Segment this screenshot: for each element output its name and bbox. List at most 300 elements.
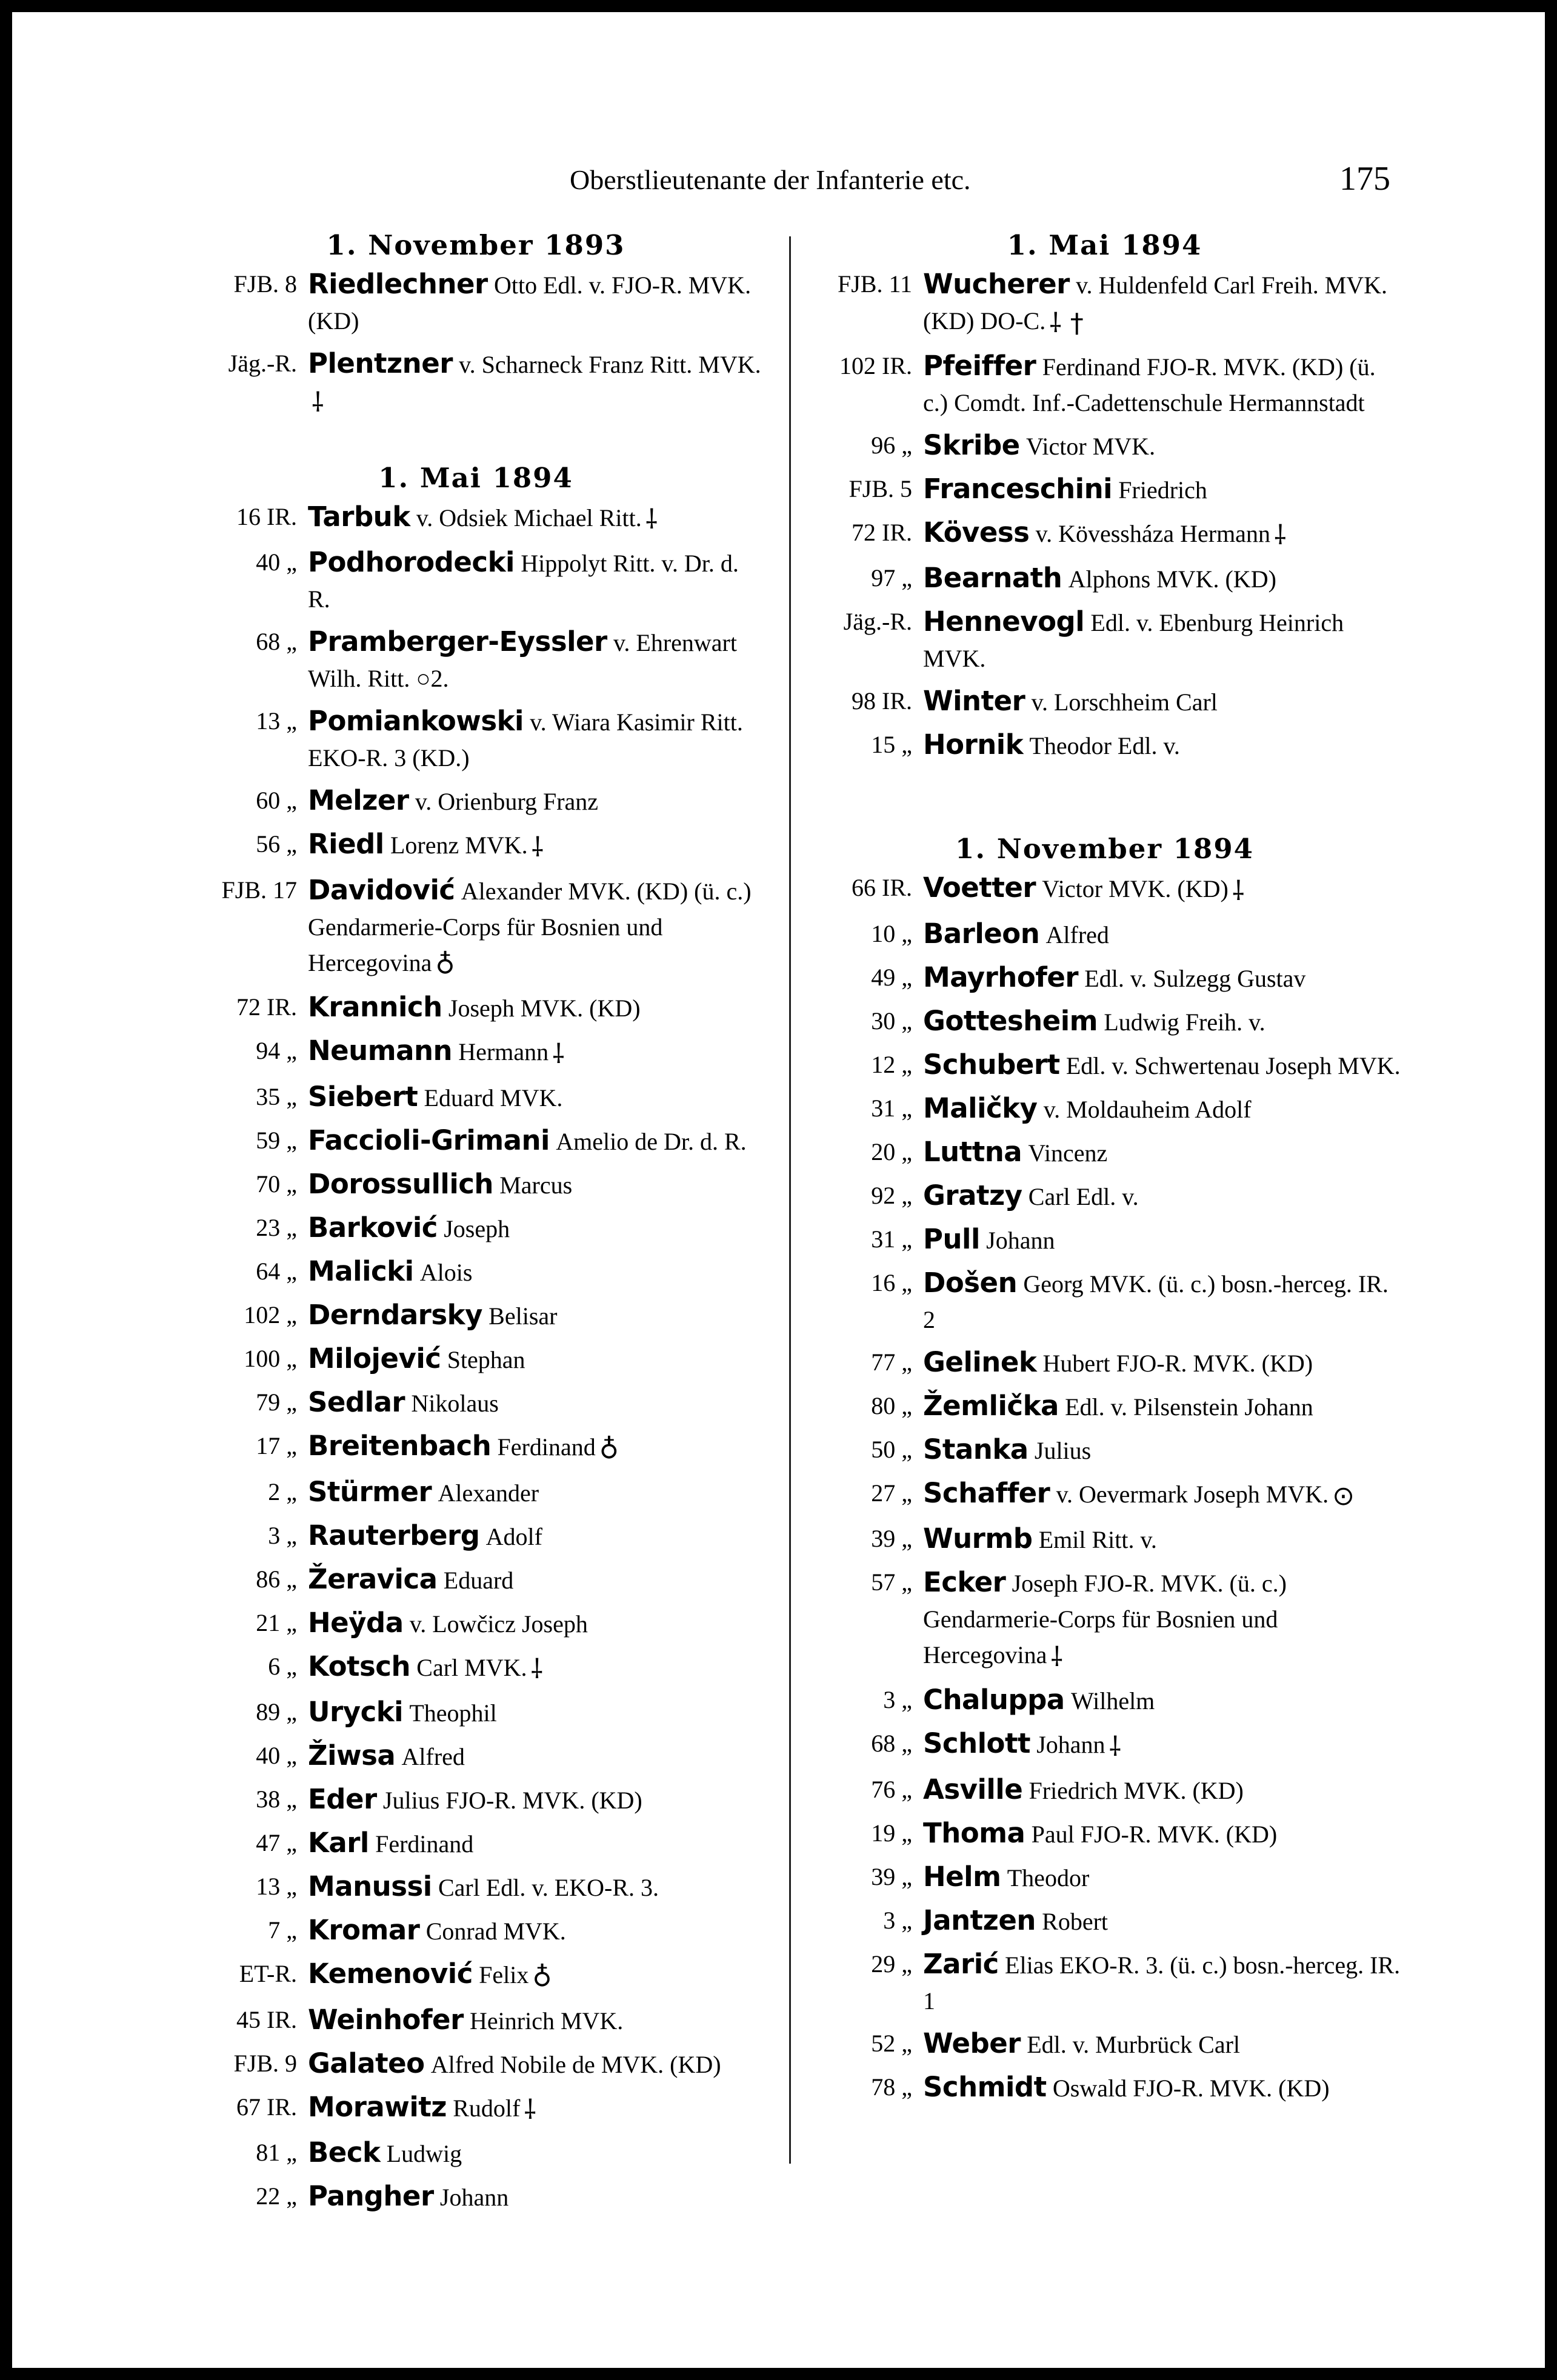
officer-entry xyxy=(803,1816,1406,1852)
officer-surname: Melzer xyxy=(308,784,409,817)
entry-text xyxy=(308,827,764,865)
officer-entry xyxy=(803,2070,1406,2106)
officer-entry xyxy=(188,1079,764,1116)
officer-details: Georg MVK. (ü. c.) bosn.-herceg. IR. 2 xyxy=(923,1270,1389,1333)
bell-cross-icon: ♁ xyxy=(599,1433,619,1465)
entry-text xyxy=(308,1079,764,1116)
officer-surname: Jantzen xyxy=(923,1904,1036,1936)
officer-surname: Breitenbach xyxy=(308,1429,492,1462)
officer-details: Alfred Nobile de MVK. (KD) xyxy=(430,2050,721,2078)
entry-text xyxy=(308,1298,764,1334)
entry-text xyxy=(923,515,1406,554)
officer-entry xyxy=(188,873,764,983)
officer-entry xyxy=(803,348,1406,421)
document-page xyxy=(12,12,1545,2368)
entry-text xyxy=(923,561,1406,597)
regiment-label: 59 „ xyxy=(256,1126,297,1154)
regiment-label: 13 „ xyxy=(256,1873,297,1901)
officer-surname: Žiwsa xyxy=(308,1739,396,1772)
regiment-label: 13 „ xyxy=(256,707,297,735)
officer-surname: Mayrhofer xyxy=(923,961,1079,993)
officer-details: Conrad MVK. xyxy=(425,1918,566,1945)
officer-entry xyxy=(188,990,764,1026)
entry-text xyxy=(308,2090,764,2128)
entry-text xyxy=(308,1123,764,1159)
officer-details: Edl. v. Ebenburg Heinrich MVK. xyxy=(923,609,1344,673)
officer-entry xyxy=(188,1913,764,1949)
entry-text xyxy=(923,428,1406,464)
cross-icon: ⸸ xyxy=(1109,1731,1122,1762)
officer-surname: Winter xyxy=(923,685,1025,718)
officer-surname: Pfeiffer xyxy=(923,349,1036,382)
entry-text xyxy=(923,1388,1406,1425)
entry-text xyxy=(923,1726,1406,1765)
officer-entry xyxy=(803,1682,1406,1719)
regiment-label: FJB. 17 xyxy=(221,876,297,904)
officer-details: Johann xyxy=(986,1226,1055,1254)
regiment-label: 22 „ xyxy=(256,2182,297,2210)
entry-text xyxy=(308,783,764,819)
regiment-label: 3 „ xyxy=(883,1685,912,1713)
entry-text xyxy=(308,1649,764,1688)
officer-surname: Kövess xyxy=(923,516,1030,548)
officer-details: Alfred xyxy=(1045,921,1109,948)
officer-details: Carl Edl. v. xyxy=(1028,1182,1139,1210)
officer-surname: Morawitz xyxy=(308,2090,447,2123)
officer-entry xyxy=(188,1428,764,1467)
entry-text xyxy=(308,1210,764,1247)
officer-entry xyxy=(188,1210,764,1247)
entry-text xyxy=(923,1947,1406,2019)
regiment-label: 40 „ xyxy=(256,548,297,576)
officer-details: Emil Ritt. v. xyxy=(1038,1526,1157,1554)
officer-details: Edl. v. Sulzegg Gustav xyxy=(1084,964,1306,992)
entry-text xyxy=(308,545,764,617)
officer-surname: Gratzy xyxy=(923,1179,1022,1212)
officer-details: Julius xyxy=(1034,1436,1092,1464)
entry-text xyxy=(923,727,1406,764)
officer-details: Paul FJO-R. MVK. (KD) xyxy=(1031,1820,1278,1848)
officer-entry xyxy=(803,1222,1406,1258)
officer-details: Alphons MVK. (KD) xyxy=(1068,565,1276,593)
entry-text xyxy=(923,1222,1406,1258)
officer-details: Carl MVK. xyxy=(416,1653,527,1681)
officer-details: Eduard xyxy=(443,1566,514,1594)
officer-surname: Barleon xyxy=(923,917,1040,950)
officer-details: Hippolyt Ritt. v. Dr. d. R. xyxy=(308,550,739,613)
officer-surname: Urycki xyxy=(308,1696,404,1728)
regiment-label: 92 „ xyxy=(871,1181,912,1209)
right-column xyxy=(803,225,1406,2113)
officer-surname: Wurmb xyxy=(923,1522,1033,1555)
regiment-label: ET-R. xyxy=(239,1960,297,1988)
officer-surname: Stürmer xyxy=(308,1475,432,1508)
officer-entry xyxy=(803,1047,1406,1084)
entry-text xyxy=(308,2179,764,2215)
officer-surname: Karl xyxy=(308,1827,369,1859)
cross-icon: ⸸ xyxy=(645,504,658,536)
officer-surname: Siebert xyxy=(308,1080,418,1113)
officer-surname: Schmidt xyxy=(923,2070,1047,2103)
officer-entry xyxy=(188,2179,764,2215)
officer-entry xyxy=(188,1649,764,1688)
regiment-label: 57 „ xyxy=(871,1568,912,1596)
cross-icon: ⸸ xyxy=(524,2095,536,2126)
regiment-label: FJB. 11 xyxy=(837,270,912,298)
regiment-label: 29 „ xyxy=(871,1950,912,1978)
officer-entry xyxy=(188,1562,764,1598)
officer-entry xyxy=(188,1825,764,1862)
officer-entry xyxy=(188,1385,764,1421)
section-gap xyxy=(803,771,1406,829)
officer-entry xyxy=(803,2026,1406,2062)
officer-surname: Došen xyxy=(923,1266,1018,1299)
section-heading: 1. November 1893 xyxy=(326,229,625,261)
officer-surname: Skribe xyxy=(923,428,1020,461)
entry-text xyxy=(308,1956,764,1995)
regiment-label: 66 IR. xyxy=(852,874,912,902)
officer-entry xyxy=(188,1738,764,1775)
officer-details: v. Oevermark Joseph MVK. xyxy=(1056,1480,1329,1508)
entry-text xyxy=(923,1047,1406,1084)
officer-surname: Davidović xyxy=(308,873,455,906)
officer-surname: Beck xyxy=(308,2136,381,2169)
officer-details: Stephan xyxy=(447,1345,525,1373)
officer-entry xyxy=(803,1772,1406,1808)
section-heading: 1. Mai 1894 xyxy=(1007,229,1202,261)
officer-entry xyxy=(803,684,1406,720)
regiment-label: 70 „ xyxy=(256,1170,297,1198)
officer-surname: Kemenović xyxy=(308,1958,473,1990)
officer-details: Johann xyxy=(1036,1730,1105,1758)
officer-details: Eduard MVK. xyxy=(424,1084,563,1112)
regiment-label: 50 „ xyxy=(871,1435,912,1463)
officer-surname: Chaluppa xyxy=(923,1683,1065,1716)
entry-text xyxy=(923,1816,1406,1852)
entry-text xyxy=(923,604,1406,676)
section-gap xyxy=(188,428,764,458)
officer-entry xyxy=(803,1004,1406,1040)
officer-details: v. Ehrenwart Wilh. Ritt. ○2. xyxy=(308,629,737,693)
officer-details: Hermann xyxy=(458,1038,549,1066)
entry-text xyxy=(923,1135,1406,1171)
officer-surname: Pomiankowski xyxy=(308,705,524,738)
officer-entry xyxy=(188,827,764,865)
regiment-label: 7 „ xyxy=(268,1916,297,1944)
officer-entry xyxy=(803,1388,1406,1425)
officer-details: Alexander xyxy=(438,1479,539,1507)
regiment-label: 67 IR. xyxy=(236,2093,297,2121)
officer-entry xyxy=(188,624,764,696)
officer-entry xyxy=(188,2135,764,2172)
officer-details: Edl. v. Pilsenstein Johann xyxy=(1065,1393,1313,1421)
regiment-label: 40 „ xyxy=(256,1742,297,1770)
officer-entry xyxy=(188,1254,764,1290)
regiment-label: 15 „ xyxy=(871,731,912,759)
officer-entry xyxy=(188,1123,764,1159)
officer-surname: Franceschini xyxy=(923,472,1113,505)
regiment-label: 64 „ xyxy=(256,1257,297,1285)
regiment-label: 60 „ xyxy=(256,787,297,815)
bell-cross-icon: ♁ xyxy=(532,1961,552,1993)
officer-details: Oswald FJO-R. MVK. (KD) xyxy=(1052,2074,1330,2102)
entry-text xyxy=(308,1341,764,1378)
entry-text xyxy=(923,2026,1406,2062)
entry-text xyxy=(308,346,764,421)
regiment-label: 52 „ xyxy=(871,2029,912,2057)
officer-surname: Eder xyxy=(308,1783,377,1816)
officer-surname: Dorossullich xyxy=(308,1167,493,1200)
officer-details: v. Huldenfeld Carl Freih. MVK. (KD) DO-C. xyxy=(923,272,1388,335)
officer-details: v. Lorschheim Carl xyxy=(1031,688,1218,716)
officer-entry xyxy=(188,1298,764,1334)
entry-text xyxy=(923,1903,1406,1939)
officer-entry xyxy=(188,1341,764,1378)
entry-text xyxy=(923,2070,1406,2106)
officer-details: Marcus xyxy=(499,1171,573,1199)
entry-text xyxy=(923,1859,1406,1896)
officer-details: Nikolaus xyxy=(411,1389,499,1417)
regiment-label: 100 „ xyxy=(244,1344,297,1372)
regiment-label: 102 „ xyxy=(244,1301,297,1328)
officer-surname: Pull xyxy=(923,1222,980,1255)
officer-surname: Kromar xyxy=(308,1914,420,1947)
entry-text xyxy=(308,1033,764,1072)
officer-entry xyxy=(188,1956,764,1995)
regiment-label: 39 „ xyxy=(871,1525,912,1553)
officer-entry xyxy=(803,1726,1406,1765)
cross-icon: ⸸ xyxy=(312,387,324,418)
entry-text xyxy=(923,1178,1406,1215)
regiment-label: 23 „ xyxy=(256,1213,297,1241)
officer-entry xyxy=(803,1521,1406,1558)
officer-surname: Žemlička xyxy=(923,1389,1059,1422)
officer-details: Robert xyxy=(1042,1907,1109,1935)
entry-text xyxy=(308,1869,764,1905)
officer-surname: Galateo xyxy=(308,2047,425,2079)
column-divider xyxy=(789,236,791,2164)
officer-surname: Neumann xyxy=(308,1035,453,1067)
officer-details: Ferdinand xyxy=(375,1830,474,1858)
regiment-label: 76 „ xyxy=(871,1775,912,1803)
officer-entry xyxy=(803,1091,1406,1127)
regiment-label: 2 „ xyxy=(268,1478,297,1505)
officer-details: Theodor Edl. v. xyxy=(1029,732,1180,760)
officer-surname: Schubert xyxy=(923,1048,1060,1081)
entry-text xyxy=(923,1521,1406,1558)
regiment-label: 80 „ xyxy=(871,1392,912,1419)
officer-entry xyxy=(803,1265,1406,1338)
officer-entry xyxy=(803,1565,1406,1675)
officer-entry xyxy=(188,499,764,538)
officer-details: Friedrich MVK. (KD) xyxy=(1029,1776,1244,1804)
officer-details: Julius FJO-R. MVK. (KD) xyxy=(382,1787,642,1815)
officer-entry xyxy=(188,1475,764,1511)
officer-surname: Podhorodecki xyxy=(308,546,515,579)
regiment-label: 79 „ xyxy=(256,1388,297,1416)
officer-entry xyxy=(803,1345,1406,1381)
officer-details: Ferdinand xyxy=(497,1433,596,1461)
regiment-label: 20 „ xyxy=(871,1138,912,1165)
officer-entry xyxy=(188,1033,764,1072)
officer-surname: Helm xyxy=(923,1860,1001,1893)
regiment-label: 16 „ xyxy=(871,1268,912,1296)
officer-entry xyxy=(188,2090,764,2128)
entry-text xyxy=(923,1345,1406,1381)
officer-entry xyxy=(803,267,1406,341)
cross-icon: ⸸ † xyxy=(1049,307,1084,339)
officer-details: v. Kövessháza Hermann xyxy=(1035,519,1270,547)
entry-text xyxy=(308,1518,764,1555)
officer-entry xyxy=(188,1605,764,1642)
officer-details: Edl. v. Schwertenau Joseph MVK. xyxy=(1065,1052,1401,1079)
officer-surname: Zarić xyxy=(923,1947,999,1980)
entry-text xyxy=(308,1695,764,1731)
cross-icon: ⸸ xyxy=(552,1038,565,1070)
officer-surname: Milojević xyxy=(308,1342,441,1375)
regiment-label: 102 IR. xyxy=(839,352,912,379)
regiment-label: 31 „ xyxy=(871,1225,912,1253)
officer-details: Joseph MVK. (KD) xyxy=(448,995,641,1022)
regiment-label: 68 „ xyxy=(256,628,297,656)
entry-text xyxy=(308,2135,764,2172)
officer-details: Alois xyxy=(419,1258,473,1286)
regiment-label: 3 „ xyxy=(883,1906,912,1934)
officer-details: Alexander MVK. (KD) (ü. c.) Gendarmerie-Corps für Bosnien und Hercegovina xyxy=(308,877,752,976)
officer-entry xyxy=(188,2046,764,2082)
officer-surname: Hennevogl xyxy=(923,605,1085,638)
regiment-label: 31 „ xyxy=(871,1094,912,1122)
entry-text xyxy=(923,1091,1406,1127)
entry-text xyxy=(308,267,764,339)
cross-icon: ⸸ xyxy=(1273,520,1287,552)
entry-text xyxy=(923,960,1406,996)
officer-details: v. Wiara Kasimir Ritt. EKO-R. 3 (KD.) xyxy=(308,708,743,772)
officer-details: Johann xyxy=(439,2184,509,2212)
officer-surname: Derndarsky xyxy=(308,1298,482,1331)
regiment-label: 6 „ xyxy=(268,1652,297,1680)
officer-details: Belisar xyxy=(488,1302,558,1330)
entry-text xyxy=(923,1476,1406,1515)
regiment-label: 21 „ xyxy=(256,1608,297,1636)
officer-details: Lorenz MVK. xyxy=(390,832,528,859)
officer-entry xyxy=(803,1178,1406,1215)
officer-details: Ludwig xyxy=(386,2140,462,2168)
regiment-label: 10 „ xyxy=(871,919,912,947)
regiment-label: 49 „ xyxy=(871,963,912,991)
cross-icon: ⸸ xyxy=(1232,875,1245,907)
entry-text xyxy=(923,916,1406,953)
officer-surname: Plentzner xyxy=(308,347,453,379)
running-title: Oberstlieutenante der Infanterie etc. xyxy=(570,164,971,195)
regiment-label: 47 „ xyxy=(256,1829,297,1857)
officer-details: Victor MVK. xyxy=(1025,432,1156,460)
regiment-label: Jäg.-R. xyxy=(843,608,912,636)
officer-details: Ferdinand FJO-R. MVK. (KD) (ü. c.) Comdt. Inf.-Cadettenschule Hermannstadt xyxy=(923,353,1376,416)
officer-details: Amelio de Dr. d. R. xyxy=(556,1127,747,1155)
entry-text xyxy=(308,1167,764,1203)
officer-entry xyxy=(188,1695,764,1731)
entry-text xyxy=(308,1605,764,1642)
regiment-label: 56 „ xyxy=(256,830,297,858)
regiment-label: 68 „ xyxy=(871,1729,912,1757)
officer-surname: Riedl xyxy=(308,828,384,861)
officer-details: Wilhelm xyxy=(1070,1687,1155,1715)
regiment-label: FJB. 9 xyxy=(233,2049,297,2077)
regiment-label: 89 „ xyxy=(256,1698,297,1726)
officer-surname: Bearnath xyxy=(923,562,1062,595)
officer-entry xyxy=(188,783,764,819)
entry-text xyxy=(923,1004,1406,1040)
officer-entry xyxy=(803,1903,1406,1939)
officer-details: v. Moldauheim Adolf xyxy=(1043,1095,1252,1123)
officer-entry xyxy=(803,604,1406,676)
entry-text xyxy=(308,1562,764,1598)
officer-details: Theodor xyxy=(1007,1864,1090,1892)
circle-dot-icon: ⊙ xyxy=(1332,1481,1355,1512)
regiment-label: 81 „ xyxy=(256,2139,297,2167)
entry-text xyxy=(923,1432,1406,1468)
officer-details: Hubert FJO-R. MVK. (KD) xyxy=(1042,1349,1313,1377)
officer-entry xyxy=(188,346,764,421)
officer-entry xyxy=(188,545,764,617)
entry-text xyxy=(308,1254,764,1290)
regiment-label: 86 „ xyxy=(256,1565,297,1593)
officer-surname: Heÿda xyxy=(308,1606,404,1639)
officer-entry xyxy=(803,515,1406,554)
entry-text xyxy=(308,1738,764,1775)
officer-surname: Voetter xyxy=(923,872,1036,904)
regiment-label: 45 IR. xyxy=(236,2005,297,2033)
officer-surname: Žeravica xyxy=(308,1562,438,1595)
officer-details: Vincenz xyxy=(1028,1139,1108,1167)
entry-text xyxy=(308,704,764,776)
entry-text xyxy=(308,1428,764,1467)
officer-details: v. Odsiek Michael Ritt. xyxy=(416,504,642,532)
officer-surname: Asville xyxy=(923,1773,1023,1805)
entry-text xyxy=(923,267,1406,341)
officer-surname: Gelinek xyxy=(923,1345,1037,1378)
cross-icon: ⸸ xyxy=(531,832,544,863)
officer-entry xyxy=(188,1782,764,1818)
officer-surname: Pangher xyxy=(308,2180,434,2213)
regiment-label: 30 „ xyxy=(871,1007,912,1035)
cross-icon: ⸸ xyxy=(1050,1641,1063,1673)
officer-entry xyxy=(803,916,1406,953)
officer-surname: Rauterberg xyxy=(308,1519,480,1552)
officer-entry xyxy=(803,472,1406,508)
entry-text xyxy=(308,2046,764,2082)
regiment-label: FJB. 8 xyxy=(233,270,297,298)
regiment-label: Jäg.-R. xyxy=(228,350,297,377)
regiment-label: 72 IR. xyxy=(236,993,297,1021)
officer-details: v. Orienburg Franz xyxy=(415,788,599,816)
officer-details: Victor MVK. (KD) xyxy=(1042,875,1229,903)
officer-details: Alfred xyxy=(401,1743,465,1771)
regiment-label: 27 „ xyxy=(871,1479,912,1507)
entry-text xyxy=(923,472,1406,508)
regiment-label: 98 IR. xyxy=(852,687,912,715)
entry-text xyxy=(923,1565,1406,1675)
officer-surname: Manussi xyxy=(308,1870,432,1903)
regiment-label: 38 „ xyxy=(256,1785,297,1813)
officer-entry xyxy=(803,1476,1406,1515)
entry-text xyxy=(923,348,1406,421)
officer-surname: Thoma xyxy=(923,1816,1025,1849)
entry-text xyxy=(308,1825,764,1862)
regiment-label: 97 „ xyxy=(871,564,912,592)
entry-text xyxy=(308,2002,764,2039)
